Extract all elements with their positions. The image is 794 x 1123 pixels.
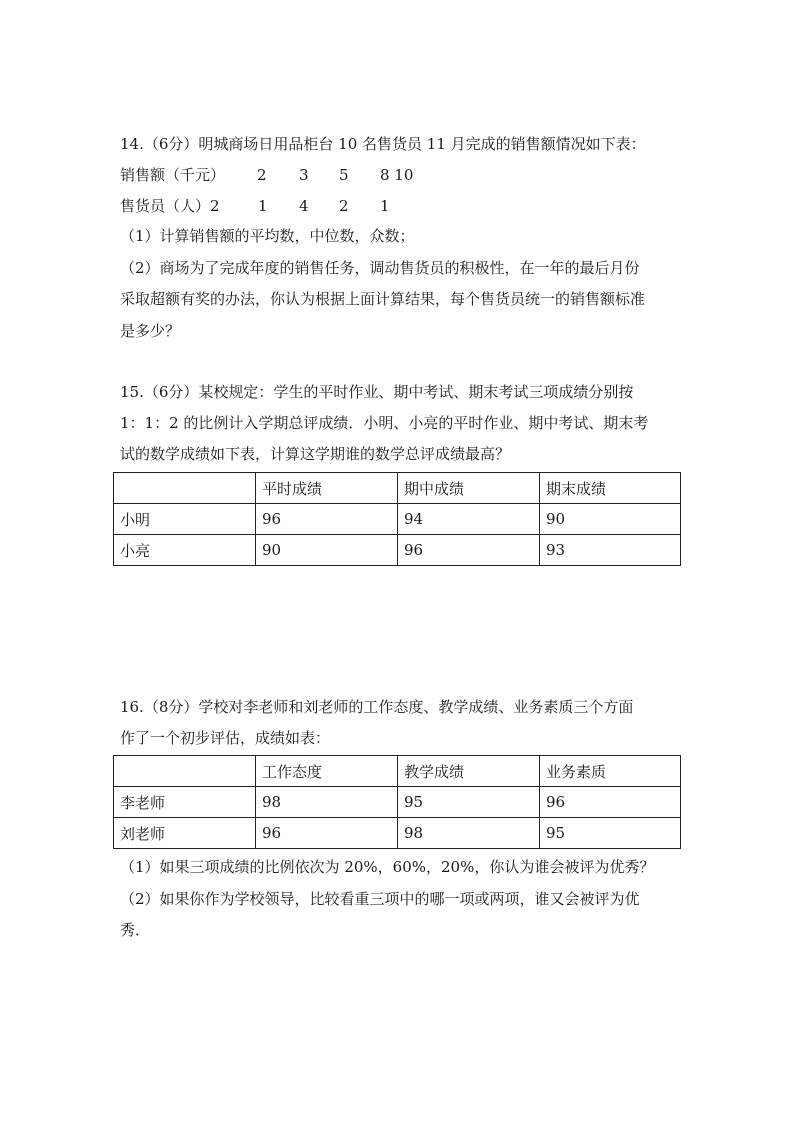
table-cell: 90 xyxy=(540,504,681,535)
q16-part1: （1）如果三项成绩的比例依次为 20%，60%，20%，你认为谁会被评为优秀？ xyxy=(120,858,655,876)
table-cell: 96 xyxy=(256,818,398,849)
table-header-cell: 期中成绩 xyxy=(398,473,540,504)
table-cell: 95 xyxy=(540,818,681,849)
q14-staff-label: 售货员（人）2 xyxy=(120,197,220,215)
q14-part1: （1）计算销售额的平均数，中位数，众数； xyxy=(120,227,415,245)
q14-staff-value: 1 xyxy=(258,197,268,215)
q14-staff-value: 1 xyxy=(380,197,390,215)
q15-score-table xyxy=(113,472,681,566)
q14-part2-line1: （2）商场为了完成年度的销售任务，调动售货员的积极性，在一年的最后月份 xyxy=(120,259,640,277)
table-cell: 96 xyxy=(540,787,681,818)
table-cell: 96 xyxy=(256,504,398,535)
table-header-row xyxy=(114,756,681,787)
q15-line2: 1：1：2 的比例计入学期总评成绩．小明、小亮的平时作业、期中考试、期末考 xyxy=(120,414,649,432)
q14-sales-label: 销售额（千元） xyxy=(120,166,226,184)
q14-staff-value: 2 xyxy=(339,197,349,215)
table-header-cell: 期末成绩 xyxy=(540,473,681,504)
q16-part2-line2: 秀． xyxy=(120,921,151,939)
table-header-cell: 教学成绩 xyxy=(398,756,540,787)
q16-score-table xyxy=(113,755,681,849)
table-cell: 刘老师 xyxy=(114,818,256,849)
table-cell: 李老师 xyxy=(114,787,256,818)
q16-line2: 作了一个初步评估，成绩如表： xyxy=(120,729,331,747)
q15-line1: 15.（6分）某校规定：学生的平时作业、期中考试、期末考试三项成绩分别按 xyxy=(120,383,634,401)
table-cell: 93 xyxy=(540,535,681,566)
table-header-cell: 业务素质 xyxy=(540,756,681,787)
q14-part2-line2: 采取超额有奖的办法，你认为根据上面计算结果，每个售货员统一的销售额标准 xyxy=(120,290,646,308)
q16-line1: 16.（8分）学校对李老师和刘老师的工作态度、教学成绩、业务素质三个方面 xyxy=(120,698,634,716)
table-header-cell: 平时成绩 xyxy=(256,473,398,504)
q14-part2-line3: 是多少？ xyxy=(120,322,181,340)
q14-sales-value: 5 xyxy=(339,166,349,184)
table-cell: 96 xyxy=(398,535,540,566)
table-cell: 小亮 xyxy=(114,535,256,566)
table-cell: 小明 xyxy=(114,504,256,535)
q16-part2-line1: （2）如果你作为学校领导，比较看重三项中的哪一项或两项，谁又会被评为优 xyxy=(120,890,640,908)
table-header-row xyxy=(114,473,681,504)
q14-sales-value: 8 10 xyxy=(380,166,414,184)
q14-title: 14.（6分）明城商场日用品柜台 10 名售货员 11 月完成的销售额情况如下表： xyxy=(120,135,646,153)
table-header-cell: 工作态度 xyxy=(256,756,398,787)
q15-line3: 试的数学成绩如下表，计算这学期谁的数学总评成绩最高？ xyxy=(120,445,511,463)
table-row xyxy=(114,504,681,535)
table-cell: 90 xyxy=(256,535,398,566)
q14-sales-value: 2 xyxy=(257,166,267,184)
table-row xyxy=(114,535,681,566)
table-header-cell xyxy=(114,756,256,787)
table-cell: 98 xyxy=(256,787,398,818)
table-cell: 98 xyxy=(398,818,540,849)
q14-sales-value: 3 xyxy=(299,166,309,184)
table-cell: 95 xyxy=(398,787,540,818)
table-row xyxy=(114,818,681,849)
table-row xyxy=(114,787,681,818)
table-cell: 94 xyxy=(398,504,540,535)
q14-staff-value: 4 xyxy=(299,197,309,215)
table-header-cell xyxy=(114,473,256,504)
